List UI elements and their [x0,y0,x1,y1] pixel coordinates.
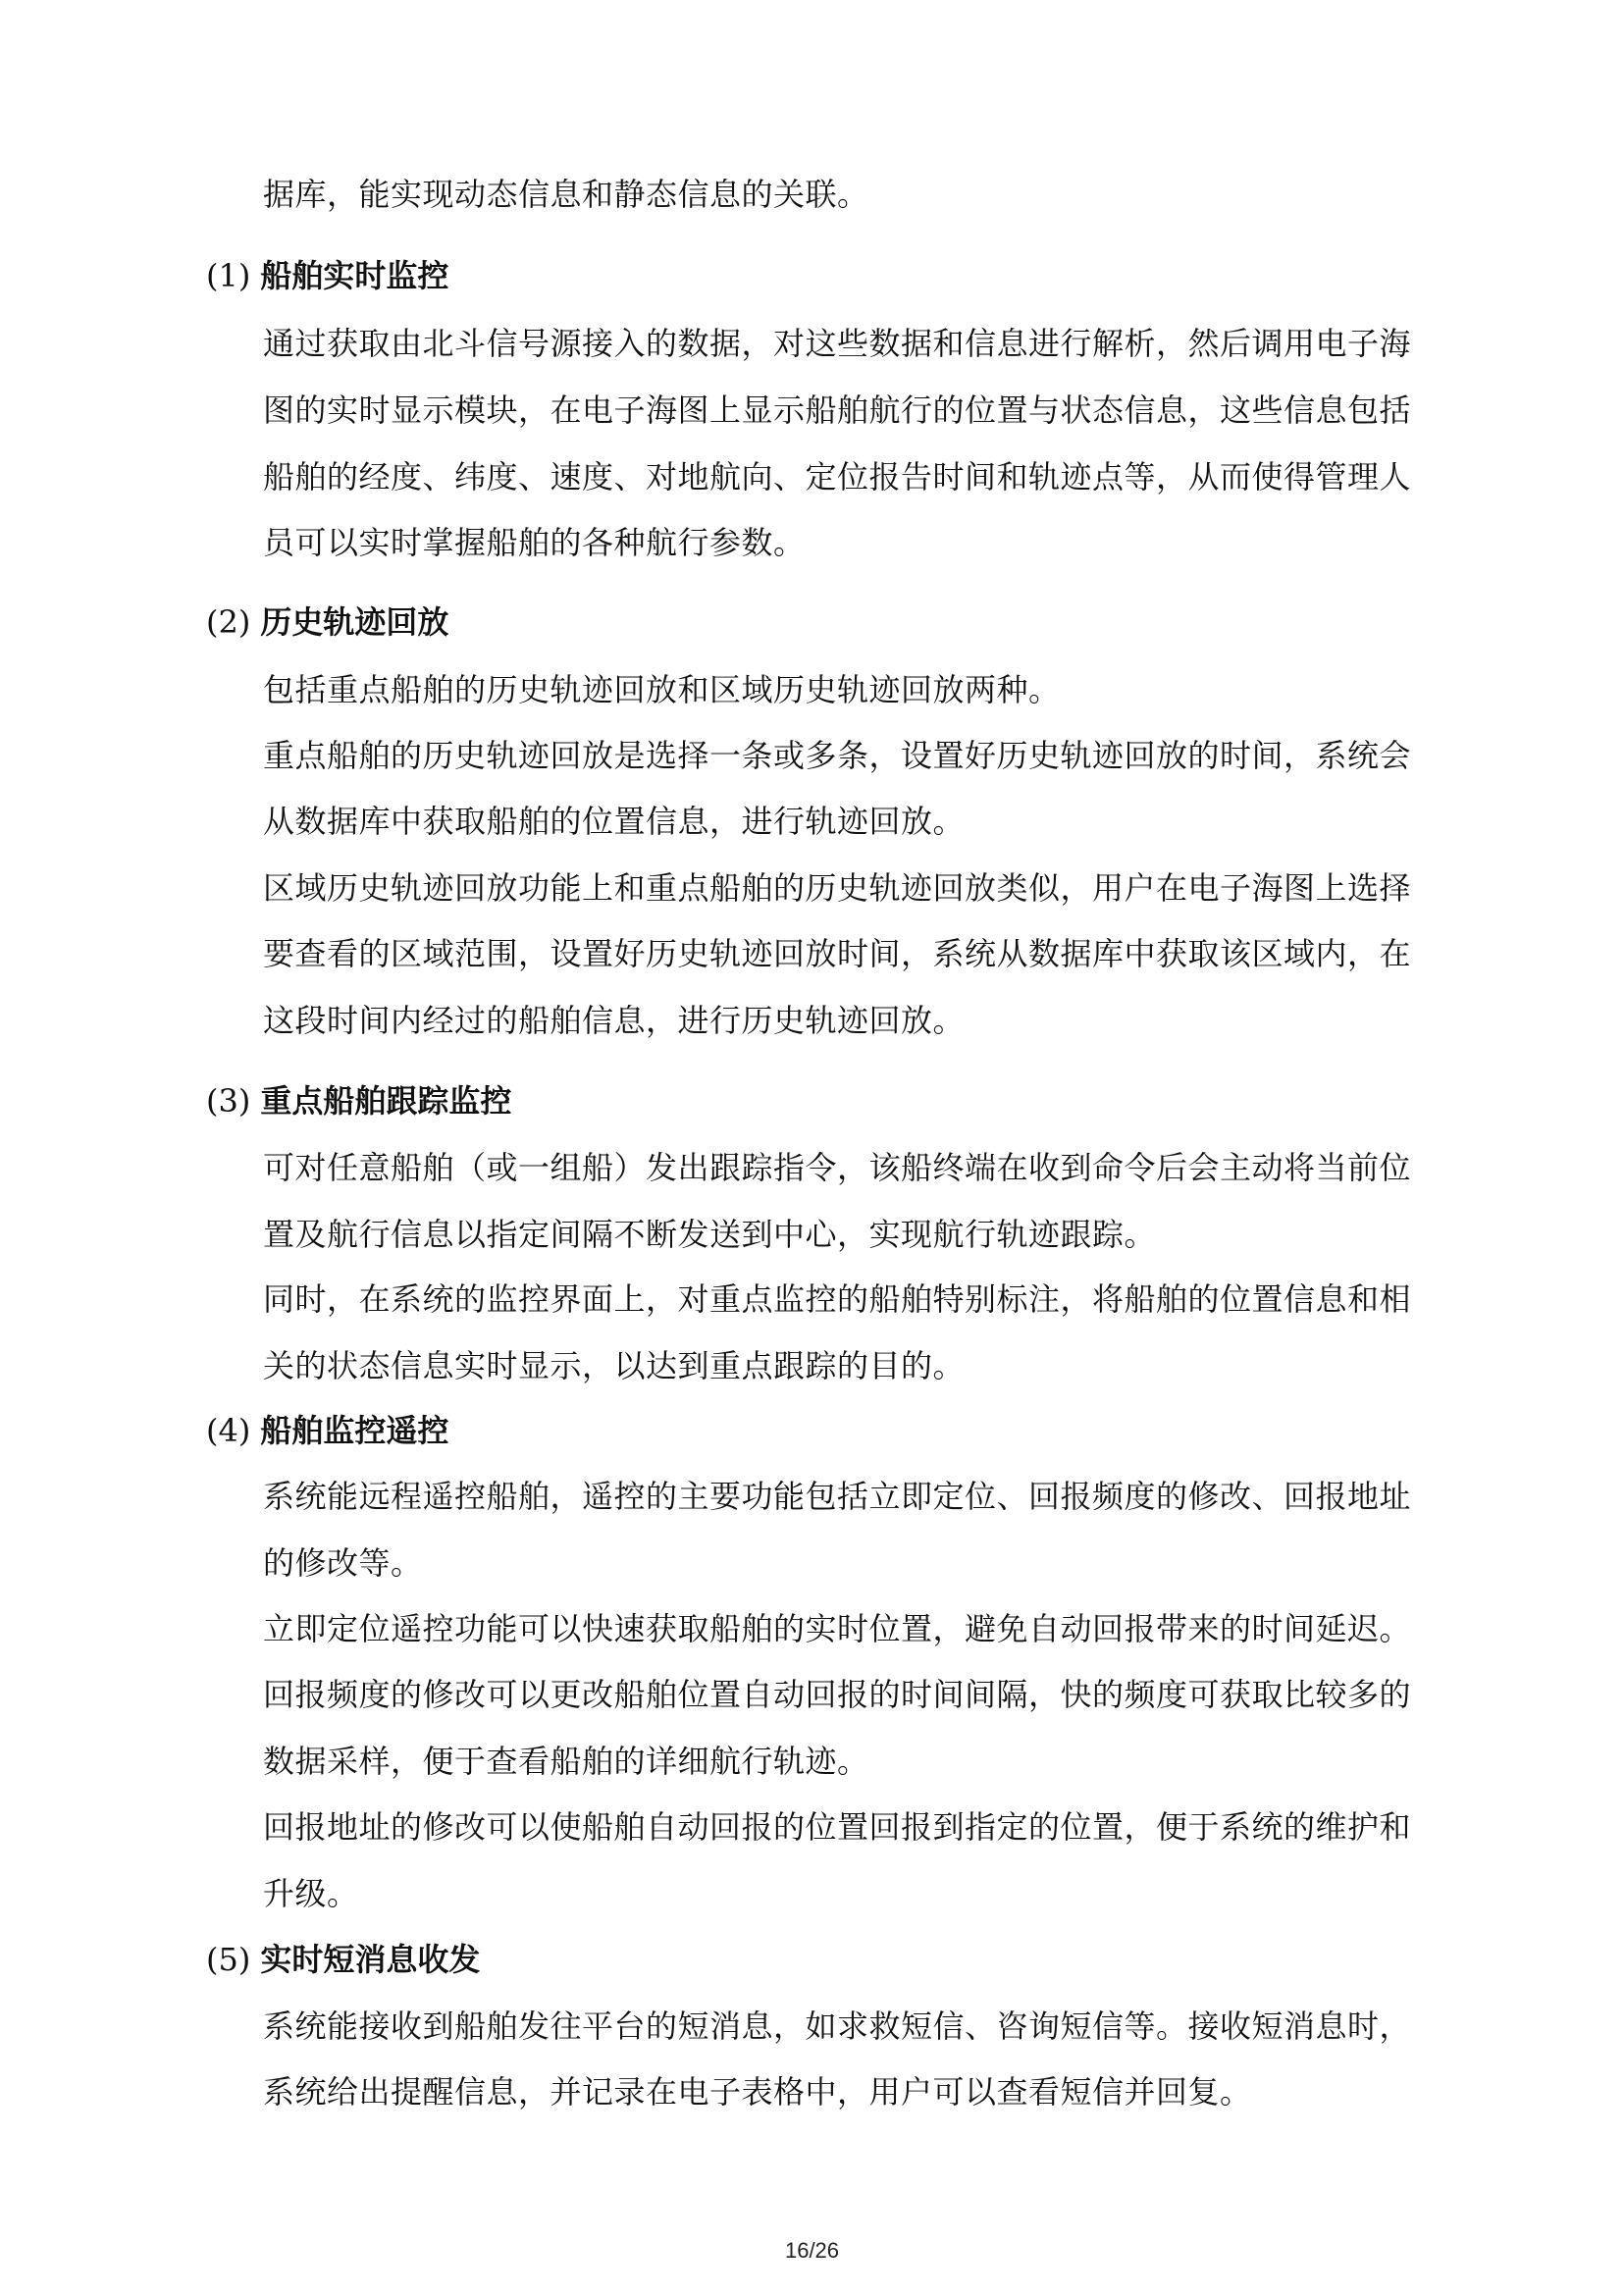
section-heading-1 [206,256,448,295]
section-heading-4 [206,1411,448,1450]
paragraph-line: 员可以实时掌握船舶的各种航行参数。 [263,524,806,561]
paragraph-line: 可对任意船舶（或一组船）发出跟踪指令，该船终端在收到命令后会主动将当前位 [263,1149,1412,1186]
section-heading-2 [206,602,448,642]
section-title: 船舶监控遥控 [260,1412,449,1449]
paragraph-line: 升级。 [263,1875,359,1912]
section-number: (1) [206,257,251,294]
intro-line: 据库，能实现动态信息和静态信息的关联。 [263,176,869,213]
section-heading-5 [206,1940,480,1979]
section-heading-3 [206,1081,511,1121]
paragraph-line: 回报地址的修改可以使船舶自动回报的位置回报到指定的位置，便于系统的维护和 [263,1808,1412,1846]
paragraph-line: 区域历史轨迹回放功能上和重点船舶的历史轨迹回放类似，用户在电子海图上选择 [263,869,1412,907]
section-title: 重点船舶跟踪监控 [260,1082,512,1120]
paragraph-line: 从数据库中获取船舶的位置信息，进行轨迹回放。 [263,803,966,840]
paragraph-line: 要查看的区域范围，设置好历史轨迹回放时间，系统从数据库中获取该区域内，在 [263,935,1412,972]
paragraph-line: 的修改等。 [263,1544,423,1582]
page-number: 16/26 [784,2238,840,2263]
paragraph-line: 包括重点船舶的历史轨迹回放和区域历史轨迹回放两种。 [263,671,1061,708]
paragraph-line: 立即定位遥控功能可以快速获取船舶的实时位置，避免自动回报带来的时间延迟。 [263,1610,1412,1647]
section-title: 实时短消息收发 [260,1941,481,1978]
paragraph-line: 回报频度的修改可以更改船舶位置自动回报的时间间隔，快的频度可获取比较多的 [263,1676,1412,1713]
paragraph-line: 系统能接收到船舶发往平台的短消息，如求救短信、咨询短信等。接收短消息时， [263,2007,1412,2045]
section-number: (5) [206,1941,251,1978]
section-number: (4) [206,1412,251,1449]
section-title: 历史轨迹回放 [260,603,449,641]
paragraph-line: 数据采样，便于查看船舶的详细航行轨迹。 [263,1743,869,1780]
paragraph-line: 重点船舶的历史轨迹回放是选择一条或多条，设置好历史轨迹回放的时间，系统会 [263,737,1412,774]
paragraph-line: 船舶的经度、纬度、速度、对地航向、定位报告时间和轨迹点等，从而使得管理人 [263,458,1412,495]
section-title: 船舶实时监控 [260,257,449,294]
paragraph-line: 关的状态信息实时显示，以达到重点跟踪的目的。 [263,1347,966,1384]
paragraph-line: 图的实时显示模块，在电子海图上显示船舶航行的位置与状态信息，这些信息包括 [263,391,1412,429]
paragraph-line: 同时，在系统的监控界面上，对重点监控的船舶特别标注，将船舶的位置信息和相 [263,1280,1412,1318]
paragraph-line: 通过获取由北斗信号源接入的数据，对这些数据和信息进行解析，然后调用电子海 [263,325,1412,362]
paragraph-line: 置及航行信息以指定间隔不断发送到中心，实现航行轨迹跟踪。 [263,1216,1157,1253]
paragraph-line: 系统能远程遥控船舶，遥控的主要功能包括立即定位、回报频度的修改、回报地址 [263,1478,1412,1515]
paragraph-line: 这段时间内经过的船舶信息，进行历史轨迹回放。 [263,1002,966,1039]
section-number: (2) [206,603,251,641]
paragraph-line: 系统给出提醒信息，并记录在电子表格中，用户可以查看短信并回复。 [263,2073,1252,2111]
section-number: (3) [206,1082,251,1120]
